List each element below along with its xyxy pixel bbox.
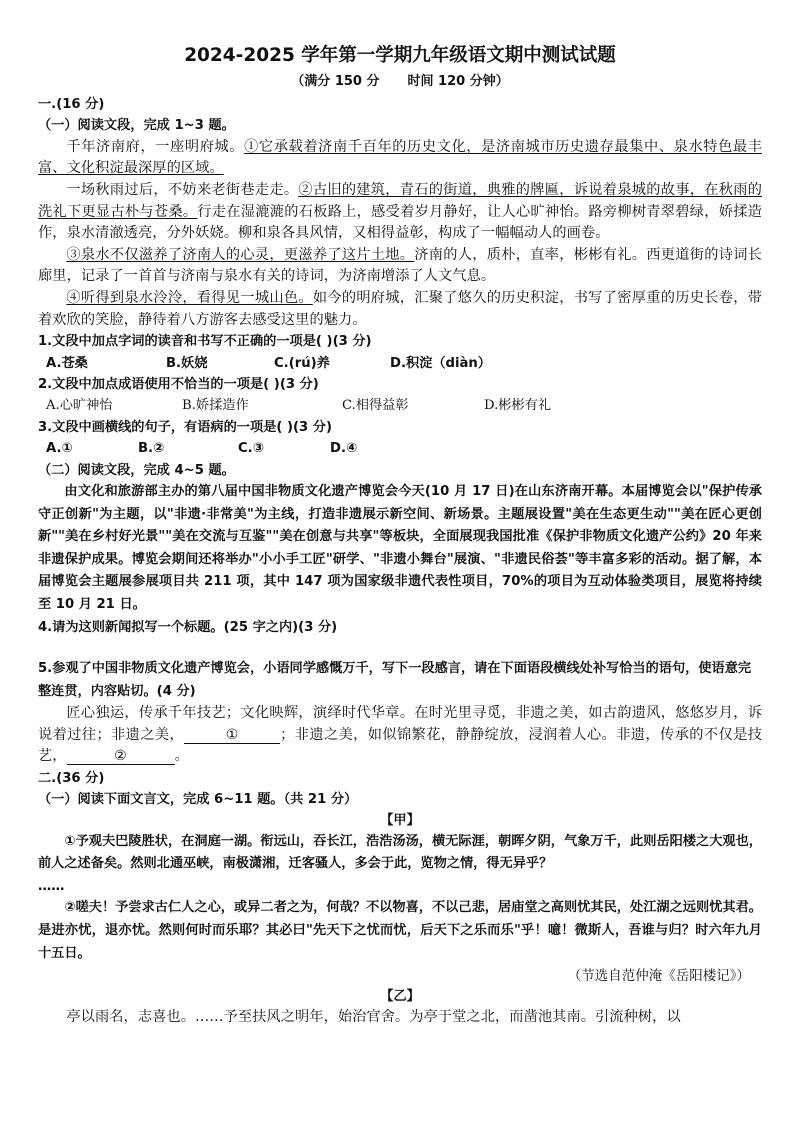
q1-option-b: B.妖娆 [166,355,208,371]
q3-option-a: A.① [46,441,73,457]
ellipsis: …… [38,878,65,894]
question-1-options [38,353,762,374]
p4-text: 如今的明府城，汇聚了悠久的历史积淀，书写了密厚重的历史长卷，带着欢欣的笑脸，静待着八方游客去感受这里的魅力。 [38,289,762,328]
q5-text-b: ；非遗之美，如似锦繁花，静静绽放，浸润着人心。非遗，传承的不仅是技艺， [38,726,762,765]
passage-paragraph-3 [38,245,762,288]
q2-option-d: D.彬彬有礼 [484,398,552,414]
answer-blank-2[interactable]: ② [67,748,175,765]
passage-paragraph-4 [38,288,762,331]
underlined-sentence-2: ②古旧的建筑，青石的街道，典雅的牌匾，诉说着泉城的故事，在秋雨的洗礼下更显古朴与苍桑。 [38,182,762,220]
jia-paragraph-2: ②嗟夫！予尝求古仁人之心，或异二者之为，何哉？不以物喜，不以己悲，居庙堂之高则忧其民，处江湖之远则忧其君。是进亦忧，退亦忧。然则何时而乐耶？其必曰"先天下之忧而忧，后天下之乐而乐"乎！噫！微斯人，吾谁与归？时六年九月十五日。 [38,900,762,961]
section1-intro: （一）阅读文段，完成 1~3 题。 [38,118,235,134]
news-passage: 由文化和旅游部主办的第八届中国非物质文化遗产博览会今天(10 月 17 日)在山东济南开幕。本届博览会以"保护传承守正创新"为主题，以"非遗·非常美"为主线，打造非遗展示新空间、新场景。主题展设置"美在生态更生动""美在匠心更创新""美在乡村好光景""美在交流与互鉴""美在创意与共享"等板块，全面展现我国批准《保护非物质文化遗产公约》20 年来非遗保护成果。博览会期间还将举办"小小手工匠"研学、"非遗小舞台"展演、"非遗民俗荟"等丰富多彩的活动。据了解，本届博览会主题展参展项目共 211 项，其中 147 项为国家级非遗代表性项目，70%的项目为互动体验类项目，展览将持续至 10 月 21 日。 [38,484,762,612]
passage-paragraph-1 [38,137,762,180]
q1-option-a: A.苍桑 [46,355,88,371]
p1-text: 千年济南府，一座明府城。 [66,138,245,155]
question-3: 3.文段中画横线的句子，有语病的一项是( )(3 分) [38,419,333,435]
part2-heading: 二.(36 分) [38,770,105,786]
q5-text-a: 匠心独运，传承千年技艺；文化映辉，演绎时代华章。在时光里寻觅，非遗之美，如古韵遗风，悠悠岁月，诉说着过往；非遗之美， [38,705,762,743]
question-4: 4.请为这则新闻拟写一个标题。(25 字之内)(3 分) [38,619,338,635]
time-limit: 时间 120 分钟） [407,74,509,89]
yi-label: 【乙】 [380,989,420,1005]
question-2: 2.文段中加点成语使用不恰当的一项是( )(3 分) [38,376,319,392]
underlined-sentence-1: ①它承载着济南千百年的历史文化，是济南城市历史遗存最集中、泉水特色最丰富、文化积淀最深厚的区域。 [38,138,762,177]
q5-text-c: 。 [174,748,189,765]
question-3-options [38,438,762,459]
jia-label: 【甲】 [380,812,420,828]
q3-option-b: B.② [138,441,165,457]
question-5: 5.参观了中国非物质文化遗产博览会，小语同学感慨万千，写下一段感言，请在下面语段横线处补写恰当的语句，使语意完整连贯，内容贴切。(4 分) [38,660,752,699]
part1-heading: 一.(16 分) [38,97,105,112]
p2-text-b: 行走在湿漉漉的石板路上，感受着岁月静好，让人心旷神怡。路旁柳树青翠碧绿，娇揉造作，泉水清澈透亮，分外妖娆。柳和泉各具风情，又相得益彰，构成了一幅幅动人的画卷。 [38,203,762,242]
q2-option-c: C.相得益彰 [342,398,409,414]
section2-intro: （二）阅读文段，完成 4~5 题。 [38,462,235,478]
exam-page [38,44,762,1029]
passage-paragraph-2 [38,180,762,245]
q3-option-d: D.④ [330,441,358,457]
q1-option-c: C.(rú)养 [274,355,330,371]
exam-title: 2024-2025 学年第一学期九年级语文期中测试试题 [184,45,616,66]
q5-passage [38,703,762,768]
part2-section1-intro: （一）阅读下面文言文，完成 6~11 题。（共 21 分） [38,792,358,808]
question-1: 1.文段中加点字词的读音和书写不正确的一项是( )(3 分) [38,334,372,350]
p3-text: 济南的人，质朴，直率，彬彬有礼。西更道街的诗词长廊里，记录了一首首与济南与泉水有关的诗词，为济南增添了人文气息。 [38,246,762,285]
question-2-options [38,395,762,416]
answer-space [38,638,762,658]
underlined-sentence-3: ③泉水不仅滋养了济南人的心灵，更滋养了这片土地。 [66,246,415,263]
q2-option-b: B.娇揉造作 [182,398,249,414]
answer-blank-1[interactable]: ① [184,727,280,744]
full-score: （满分 150 分 [291,74,380,89]
source-note: （节选自范仲淹《岳阳楼记》） [567,968,750,985]
p2-text-a: 一场秋雨过后，不妨来老街巷走走。 [66,182,299,198]
q3-option-c: C.③ [238,441,264,457]
q2-option-a: A.心旷神怡 [46,398,113,414]
exam-meta [38,72,762,92]
underlined-sentence-4: ④听得到泉水泠泠，看得见一城山色。 [66,289,313,306]
q1-option-d: D.积淀（diàn） [390,355,491,371]
jia-paragraph-1: ①予观夫巴陵胜状，在洞庭一湖。衔远山，吞长江，浩浩汤汤，横无际涯，朝晖夕阴，气象万千，此则岳阳楼之大观也，前人之述备矣。然则北通巫峡，南极潇湘，迁客骚人，多会于此，览物之情，得无异乎？ [38,833,762,872]
yi-paragraph-1: 亭以雨名，志喜也。……予至扶风之明年，始治官舍。为亭于堂之北，而凿池其南。引流种树，以 [66,1009,681,1026]
